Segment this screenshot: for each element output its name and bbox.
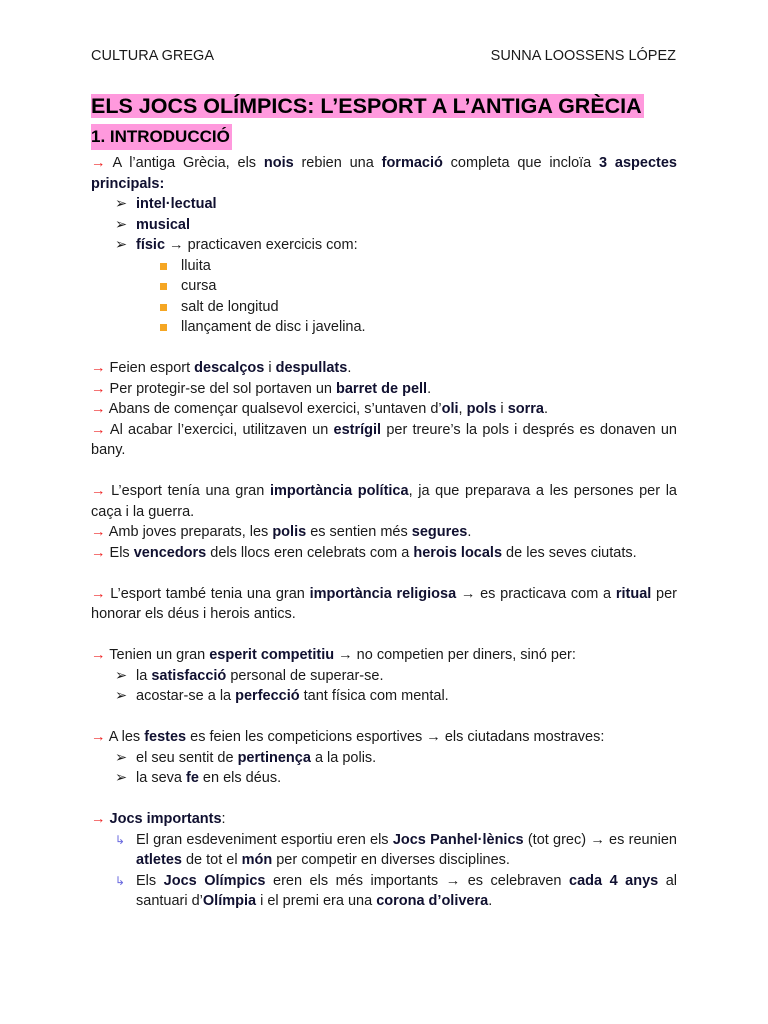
header-subject: CULTURA GREGA: [91, 48, 215, 64]
paragraph: → Els vencedors dels llocs eren celebrats com a herois locals de les seves ciutats.: [91, 544, 637, 561]
arrow-icon: →: [91, 647, 106, 663]
list-item: ➢ acostar-se a la perfecció tant física com mental.: [91, 686, 677, 707]
title-wrap: [91, 91, 644, 121]
arrow-icon: →: [91, 421, 106, 438]
arrow-icon: →: [91, 360, 106, 376]
bullet-arrow-icon: ➢: [115, 237, 128, 253]
paragraph: → Feien esport descalços i despullats.: [91, 360, 352, 376]
arrow-icon: →: [91, 380, 106, 397]
list-item: ➢ físic → practicaven exercicis com:: [91, 235, 677, 256]
paragraph: → Abans de començar qualsevol exercici, s’untaven d’oli, pols i sorra.: [91, 401, 548, 417]
paragraph: → Amb joves preparats, les polis es sentien més segures.: [91, 524, 472, 540]
sub-list-item: cursa: [91, 276, 677, 297]
arrow-icon: →: [91, 544, 106, 561]
return-arrow-icon: ↳: [115, 832, 126, 847]
square-bullet-icon: [160, 304, 167, 311]
bullet-arrow-icon: ➢: [115, 216, 128, 233]
page-header: [91, 46, 676, 67]
list-item: ➢ la satisfacció personal de superar-se.: [91, 666, 677, 687]
paragraph: → L’esport també tenia una gran importància religiosa → es practicava com a ritual per honorar els déus i herois antics.: [91, 585, 677, 622]
paragraph: → Per protegir-se del sol portaven un barret de pell.: [91, 380, 432, 397]
header-author: SUNNA LOOSSENS LÓPEZ: [490, 48, 676, 64]
arrow-icon: →: [91, 524, 106, 540]
arrow-icon: →: [91, 483, 106, 499]
paragraph: → L’esport tenía una gran importància política, ja que preparava a les persones per la caça i la guerra.: [91, 483, 677, 520]
list-item: ➢ el seu sentit de pertinença a la polis.: [91, 748, 677, 769]
sub-list-item: salt de longitud: [91, 297, 677, 318]
arrow-icon: →: [91, 585, 106, 602]
bullet-arrow-icon: ➢: [115, 196, 128, 212]
bullet-arrow-icon: ➢: [115, 667, 128, 684]
paragraph: → Tenien un gran esperit competitiu → no competien per diners, sinó per:: [91, 647, 576, 663]
document-title: ELS JOCS OLÍMPICS: L’ESPORT A L’ANTIGA GRÈCIA: [91, 94, 642, 118]
paragraph-intro: → A l’antiga Grècia, els nois rebien una formació completa que incloïa 3 aspectes principals:: [91, 155, 677, 192]
section-heading: 1. INTRODUCCIÓ: [91, 124, 232, 150]
sub-list-item: ↳ El gran esdeveniment esportiu eren els Jocs Panhel·lènics (tot grec) → es reunien atletes de tot el món per competir en diverses disciplines.: [115, 831, 677, 868]
paragraph: → A les festes es feien les competicions esportives → els ciutadans mostraves:: [91, 729, 605, 745]
sub-list-item: lluita: [91, 256, 677, 277]
bullet-arrow-icon: ➢: [115, 770, 128, 786]
arrow-icon: →: [91, 729, 106, 745]
bullet-arrow-icon: ➢: [115, 749, 128, 766]
square-bullet-icon: [160, 324, 167, 331]
bullet-arrow-icon: ➢: [115, 688, 128, 704]
sub-list-item: ↳ Els Jocs Olímpics eren els més importants → es celebraven cada 4 anys al santuari d’Olímpia i el premi era una corona d’olivera.: [115, 872, 678, 909]
arrow-icon: →: [91, 401, 106, 417]
paragraph: → Al acabar l’exercici, utilitzaven un estrígil per treure’s la pols i després es donaven un bany.: [91, 421, 677, 458]
paragraph: → Jocs importants:: [91, 811, 226, 827]
list-item: ➢ musical: [91, 215, 677, 236]
sub-list-item: llançament de disc i javelina.: [91, 317, 677, 338]
document-body: [91, 153, 677, 912]
arrow-icon: →: [91, 811, 106, 827]
return-arrow-icon: ↳: [115, 873, 126, 888]
square-bullet-icon: [160, 283, 167, 290]
list-item: ➢ intel·lectual: [91, 194, 677, 215]
arrow-icon: →: [91, 155, 106, 171]
square-bullet-icon: [160, 263, 167, 270]
list-item: ➢ la seva fe en els déus.: [91, 768, 677, 789]
